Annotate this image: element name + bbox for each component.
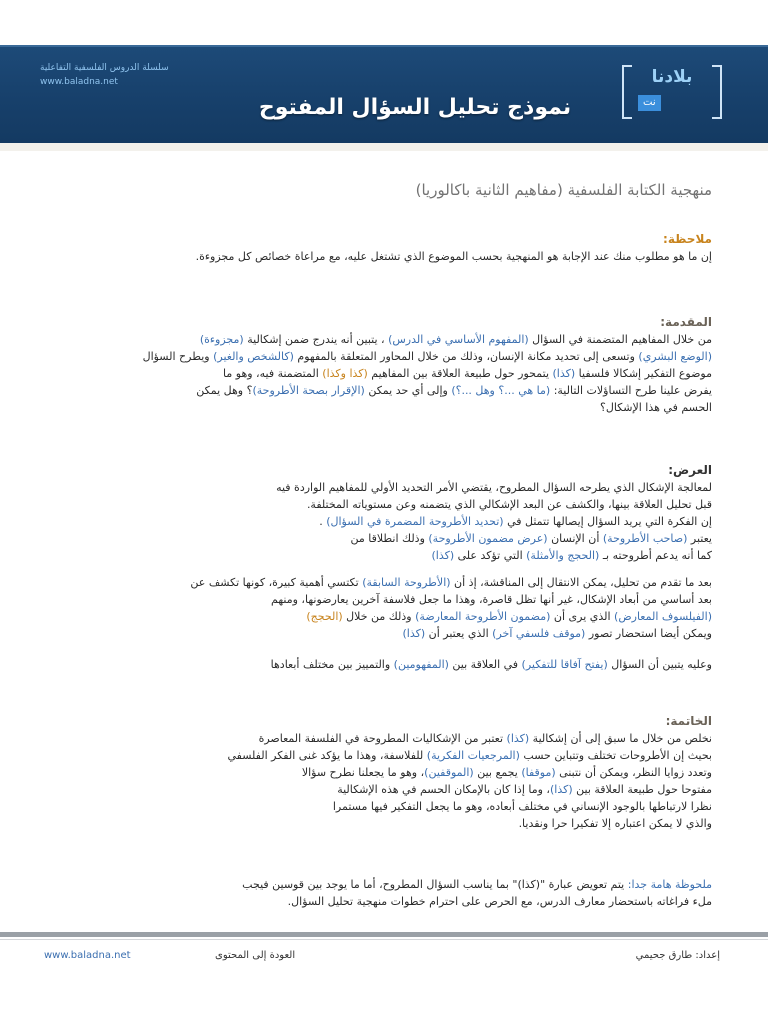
text-segment: ملء فراغاته باستحضار معارف الدرس، مع الحرص على احترام خطوات منهجية تحليل السؤال. <box>287 895 712 908</box>
logo-text: بلادنا <box>651 67 693 87</box>
text-line <box>48 399 712 416</box>
header-divider <box>0 143 768 151</box>
text-line <box>48 348 712 365</box>
discussion-text <box>48 574 712 642</box>
text-segment: وذلك انطلاقا من <box>350 532 429 545</box>
footer-contact[interactable]: www.baladna.net <box>44 950 131 961</box>
back-to-contents-link[interactable]: العودة إلى المحتوى <box>215 950 296 961</box>
text-line <box>48 382 712 399</box>
text-line <box>48 747 712 764</box>
body-label: العرض: <box>668 463 712 477</box>
text-segment: يجمع بين <box>473 766 522 779</box>
text-segment: تكتسي أهمية كبيرة، كونها تكشف عن <box>190 576 363 589</box>
text-segment: والتمييز بين مختلف أبعادها <box>270 658 394 671</box>
text-line <box>48 248 712 265</box>
text-segment: المتضمنة فيه، وهو ما <box>223 367 323 380</box>
footer-divider <box>0 939 768 940</box>
text-line <box>48 479 712 496</box>
accent-text: (كذا وكذا) <box>322 367 368 380</box>
text-segment: الذي يرى أن <box>550 610 615 623</box>
page-title: نموذج تحليل السؤال المفتوح <box>258 95 572 120</box>
text-segment: مفتوحا حول طبيعة العلاقة بين <box>572 783 712 796</box>
text-segment: إن الفكرة التي يريد السؤال إيصالها تتمثل في <box>503 515 712 528</box>
highlighted-text: (المفهوم الأساسي في الدرس) <box>388 333 529 346</box>
text-line <box>48 656 712 673</box>
text-segment: يعتبر <box>687 532 712 545</box>
text-segment: أن الإنسان <box>547 532 603 545</box>
text-segment: . <box>319 515 327 528</box>
text-segment: إن ما هو مطلوب منك عند الإجابة هو المنهجية بحسب الموضوع الذي تشتغل عليه، مع مراعاة خصائص كل مجزوءة. <box>195 250 712 263</box>
text-segment: موضوع التفكير إشكالا فلسفيا <box>575 367 712 380</box>
text-line <box>48 625 712 642</box>
text-segment: تعتبر من الإشكاليات المطروحة في الفلسفة المعاصرة <box>258 732 507 745</box>
footer-author: إعداد: طارق جحيمي <box>635 950 720 961</box>
text-segment: بحيث إن الأطروحات تختلف وتتباين حسب <box>519 749 712 762</box>
header-banner <box>0 45 768 143</box>
highlighted-text: (الوضع البشري) <box>638 350 712 363</box>
text-line <box>48 815 712 832</box>
text-segment: ويطرح السؤال <box>142 350 214 363</box>
text-segment: للفلاسفة، وهذا ما يؤكد غنى الفكر الفلسفي <box>227 749 427 762</box>
highlighted-text: (موقف فلسفي آخر) <box>492 627 586 640</box>
text-line <box>48 764 712 781</box>
highlighted-text: (يفتح آفاقا للتفكير) <box>521 658 608 671</box>
text-segment: الحسم في هذا الإشكال؟ <box>600 401 712 414</box>
text-segment: ، وهو ما يجعلنا نطرح سؤالا <box>301 766 425 779</box>
intro-section <box>48 313 712 416</box>
highlighted-text: (مضمون الأطروحة المعارضة) <box>415 610 551 623</box>
accent-text: (الحجج) <box>306 610 343 623</box>
note-text <box>48 248 712 265</box>
text-segment: بعد أساسي من أبعاد الإشكال، غير أنها تظل قاصرة، وهذا ما جعل فلاسفة آخرين يعارضونها، ومنهم <box>271 593 712 606</box>
text-segment: الذي يعتبر أن <box>425 627 493 640</box>
note-label: ملاحظة: <box>663 232 712 246</box>
org-name: سلسلة الدروس الفلسفية التفاعلية <box>40 63 169 73</box>
highlighted-text: (ما هي ...؟ وهل ...؟) <box>451 384 551 397</box>
text-line <box>48 547 712 564</box>
text-segment: كما أنه يدعم أطروحته بـ <box>599 549 712 562</box>
highlighted-text: (عرض مضمون الأطروحة) <box>428 532 548 545</box>
text-line <box>48 876 712 893</box>
text-segment: التي تؤكد على <box>454 549 527 562</box>
intro-label: المقدمة: <box>660 315 712 329</box>
org-website[interactable]: www.baladna.net <box>40 77 118 87</box>
text-segment: يتم تعويض عبارة "(كذا)" بما يناسب السؤال المطروح، أما ما يوجد بين قوسين فيجب <box>242 878 628 891</box>
text-line <box>48 608 712 625</box>
text-line <box>48 591 712 608</box>
text-line <box>48 893 712 910</box>
body-closing-text <box>48 656 712 673</box>
highlighted-text: ملحوظة هامة جدا: <box>627 878 712 891</box>
conclusion-label: الخاتمة: <box>665 714 712 728</box>
text-line <box>48 513 712 530</box>
text-segment: من خلال المفاهيم المتضمنة في السؤال <box>528 333 712 346</box>
highlighted-text: (كذا) <box>402 627 426 640</box>
highlighted-text: (الفيلسوف المعارض) <box>614 610 712 623</box>
conclusion-section <box>48 712 712 832</box>
text-segment: وإلى أي حد يمكن <box>364 384 452 397</box>
text-segment: ، وما إذا كان بالإمكان الحسم في هذه الإشكالية <box>337 783 550 796</box>
text-segment: وتعدد زوايا النظر، ويمكن أن نتبنى <box>555 766 712 779</box>
highlighted-text: (صاحب الأطروحة) <box>602 532 688 545</box>
highlighted-text: (المفهومين) <box>393 658 449 671</box>
text-line <box>48 530 712 547</box>
highlighted-text: (موقفا) <box>521 766 556 779</box>
logo-bracket-icon <box>712 65 722 119</box>
footer-bar <box>0 932 768 937</box>
text-line <box>48 365 712 382</box>
text-segment: وعليه يتبين أن السؤال <box>607 658 712 671</box>
text-segment: لمعالجة الإشكال الذي يطرحه السؤال المطروح، يقتضي الأمر التحديد الأولي للمفاهيم الواردة فيه <box>276 481 712 494</box>
text-line <box>48 496 712 513</box>
important-note <box>48 876 712 910</box>
text-line <box>48 574 712 591</box>
site-logo[interactable] <box>622 59 722 131</box>
highlighted-text: (تحديد الأطروحة المضمرة في السؤال) <box>326 515 504 528</box>
text-segment: نخلص من خلال ما سبق إلى أن إشكالية <box>529 732 712 745</box>
text-segment: ؟ وهل يمكن <box>196 384 253 397</box>
text-segment: يتمحور حول طبيعة العلاقة بين المفاهيم <box>367 367 553 380</box>
logo-bracket-icon <box>622 65 632 119</box>
text-segment: والذي لا يمكن اعتباره إلا تفكيرا حرا ونقديا. <box>518 817 712 830</box>
conclusion-text <box>48 730 712 832</box>
text-segment: يفرض علينا طرح التساؤلات التالية: <box>550 384 712 397</box>
highlighted-text: (كذا) <box>549 783 573 796</box>
highlighted-text: (الموقفين) <box>424 766 474 779</box>
important-note-text <box>48 876 712 910</box>
intro-text <box>48 331 712 416</box>
text-segment: في العلاقة بين <box>448 658 522 671</box>
text-segment: قبل تحليل العلاقة بينها، والكشف عن البعد الإشكالي الذي يتضمنه وعن مستوياته المختلفة. <box>306 498 712 511</box>
text-segment: ويمكن أيضا استحضار تصور <box>585 627 712 640</box>
highlighted-text: (مجزوءة) <box>199 333 244 346</box>
highlighted-text: (كذا) <box>552 367 576 380</box>
body-text <box>48 479 712 564</box>
highlighted-text: (الإقرار بصحة الأطروحة) <box>252 384 365 397</box>
text-segment: بعد ما تقدم من تحليل، يمكن الانتقال إلى المناقشة، إذ أن <box>450 576 712 589</box>
text-segment: وذلك من خلال <box>342 610 416 623</box>
text-line <box>48 798 712 815</box>
logo-badge: نت <box>638 95 661 111</box>
highlighted-text: (المرجعيات الفكرية) <box>426 749 520 762</box>
body-closing <box>48 656 712 673</box>
text-segment: نظرا لارتباطها بالوجود الإنساني في مختلف أبعاده، وهو ما يجعل التفكير فيها مستمرا <box>332 800 712 813</box>
text-line <box>48 730 712 747</box>
highlighted-text: (كذا) <box>506 732 530 745</box>
document-subtitle: منهجية الكتابة الفلسفية (مفاهيم الثانية باكالوريا) <box>415 181 712 199</box>
highlighted-text: (كذا) <box>431 549 455 562</box>
discussion-section <box>48 574 712 642</box>
body-section <box>48 461 712 564</box>
highlighted-text: (الحجج والأمثلة) <box>526 549 600 562</box>
header-org <box>40 61 169 89</box>
highlighted-text: (الأطروحة السابقة) <box>362 576 451 589</box>
text-line <box>48 331 712 348</box>
text-segment: ، يتبين أنه يندرج ضمن إشكالية <box>243 333 389 346</box>
text-segment: وتسعى إلى تحديد مكانة الإنسان، وذلك من خلال المحاور المتعلقة بالمفهوم <box>293 350 639 363</box>
highlighted-text: (كالشخص والغير) <box>213 350 294 363</box>
note-section <box>48 230 712 265</box>
text-line <box>48 781 712 798</box>
